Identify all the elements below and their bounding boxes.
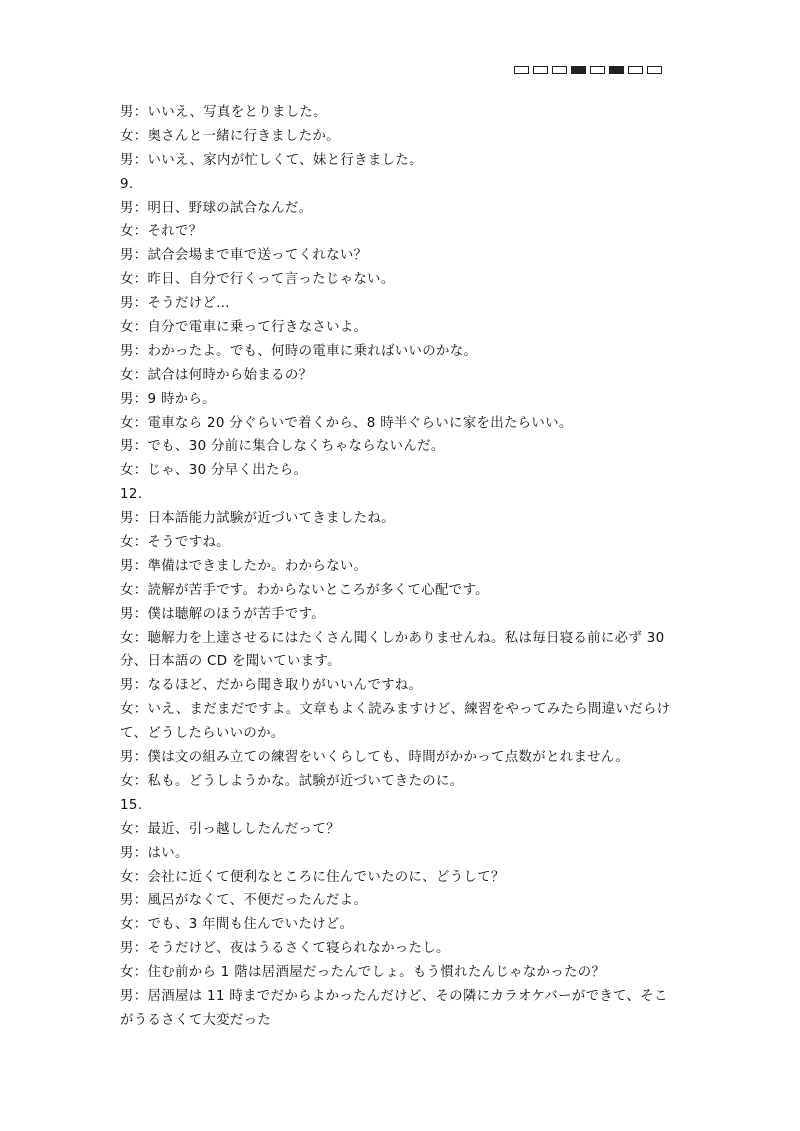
dialogue-line: 女：じゃ、30 分早く出たら。 xyxy=(120,463,308,479)
section-number: 9. xyxy=(120,176,134,192)
dialogue-line: 男：試合会場まで車で送ってくれない？ xyxy=(120,248,368,264)
dialogue-line: 男：明日、野球の試合なんだ。 xyxy=(120,200,313,216)
dialogue-line: 男：そうだけど… xyxy=(120,296,230,312)
dialogue-line: 男：なるほど、だから聞き取りがいいんですね。 xyxy=(120,678,423,694)
page-marker-box xyxy=(571,66,586,74)
dialogue-line: 女：聴解力を上達させるにはたくさん聞くしかありませんね。私は毎日寝る前に必ず 30 xyxy=(120,630,665,646)
dialogue-line: 女：それで？ xyxy=(120,224,203,240)
dialogue-line: 男：風呂がなくて、不便だったんだよ。 xyxy=(120,893,368,909)
dialogue-line: 女：私も。どうしようかな。試験が近づいてきたのに。 xyxy=(120,773,464,789)
dialogue-line: 女：最近、引っ越ししたんだって？ xyxy=(120,821,340,837)
dialogue-line: 男：いいえ、家内が忙しくて、妹と行きました。 xyxy=(120,152,423,168)
dialogue-transcript xyxy=(120,101,690,1033)
dialogue-line: 男：僕は文の組み立ての練習をいくらしても、時間がかかって点数がとれません。 xyxy=(120,750,630,766)
page-marker-box xyxy=(533,66,548,74)
dialogue-line: 女：会社に近くて便利なところに住んでいたのに、どうして？ xyxy=(120,869,505,885)
dialogue-line: 女：そうですね。 xyxy=(120,535,230,551)
dialogue-line: 女：電車なら 20 分ぐらいで着くから、8 時半ぐらいに家を出たらいい。 xyxy=(120,415,573,431)
dialogue-line: 男：でも、30 分前に集合しなくちゃならないんだ。 xyxy=(120,439,445,455)
dialogue-line: 女：自分で電車に乗って行きなさいよ。 xyxy=(120,320,368,336)
dialogue-line: 女：いえ、まだまだですよ。文章もよく読みますけど、練習をやってみたら間違いだらけ xyxy=(120,702,671,718)
dialogue-line: 女：奥さんと一緒に行きましたか。 xyxy=(120,128,340,144)
page-marker xyxy=(514,66,662,74)
dialogue-line: 男：わかったよ。でも、何時の電車に乗ればいいのかな。 xyxy=(120,343,478,359)
page-marker-box xyxy=(647,66,662,74)
dialogue-line-continuation: がうるさくて大変だった xyxy=(120,1012,272,1028)
dialogue-line: 女：昨日、自分で行くって言ったじゃない。 xyxy=(120,272,395,288)
dialogue-line: 女：試合は何時から始まるの？ xyxy=(120,367,313,383)
dialogue-line: 男：はい。 xyxy=(120,845,189,861)
dialogue-line: 女：でも、3 年間も住んでいたけど。 xyxy=(120,917,354,933)
page-marker-box xyxy=(552,66,567,74)
page-marker-box xyxy=(628,66,643,74)
dialogue-line: 女：読解が苦手です。わからないところが多くて心配です。 xyxy=(120,582,489,598)
dialogue-line: 男：僕は聴解のほうが苦手です。 xyxy=(120,606,326,622)
dialogue-line: 男：居酒屋は 11 時までだからよかったんだけど、その隣にカラオケバーができて、そこ xyxy=(120,988,668,1004)
dialogue-line: 男：9 時から。 xyxy=(120,391,216,407)
dialogue-line: 男：準備はできましたか。わからない。 xyxy=(120,558,368,574)
dialogue-line: 男：そうだけど、夜はうるさくて寝られなかったし。 xyxy=(120,941,450,957)
page-marker-box xyxy=(514,66,529,74)
dialogue-line: 男：日本語能力試験が近づいてきましたね。 xyxy=(120,511,395,527)
page-marker-box xyxy=(590,66,605,74)
dialogue-line-continuation: 分、日本語の CD を聞いています。 xyxy=(120,654,341,670)
section-number: 12. xyxy=(120,487,143,503)
section-number: 15. xyxy=(120,797,143,813)
dialogue-line: 男：いいえ、写真をとりました。 xyxy=(120,105,327,120)
dialogue-line-continuation: て、どうしたらいいのか。 xyxy=(120,726,285,742)
dialogue-line: 女：住む前から 1 階は居酒屋だったんでしょ。もう慣れたんじゃなかったの？ xyxy=(120,965,606,981)
page-marker-box xyxy=(609,66,624,74)
